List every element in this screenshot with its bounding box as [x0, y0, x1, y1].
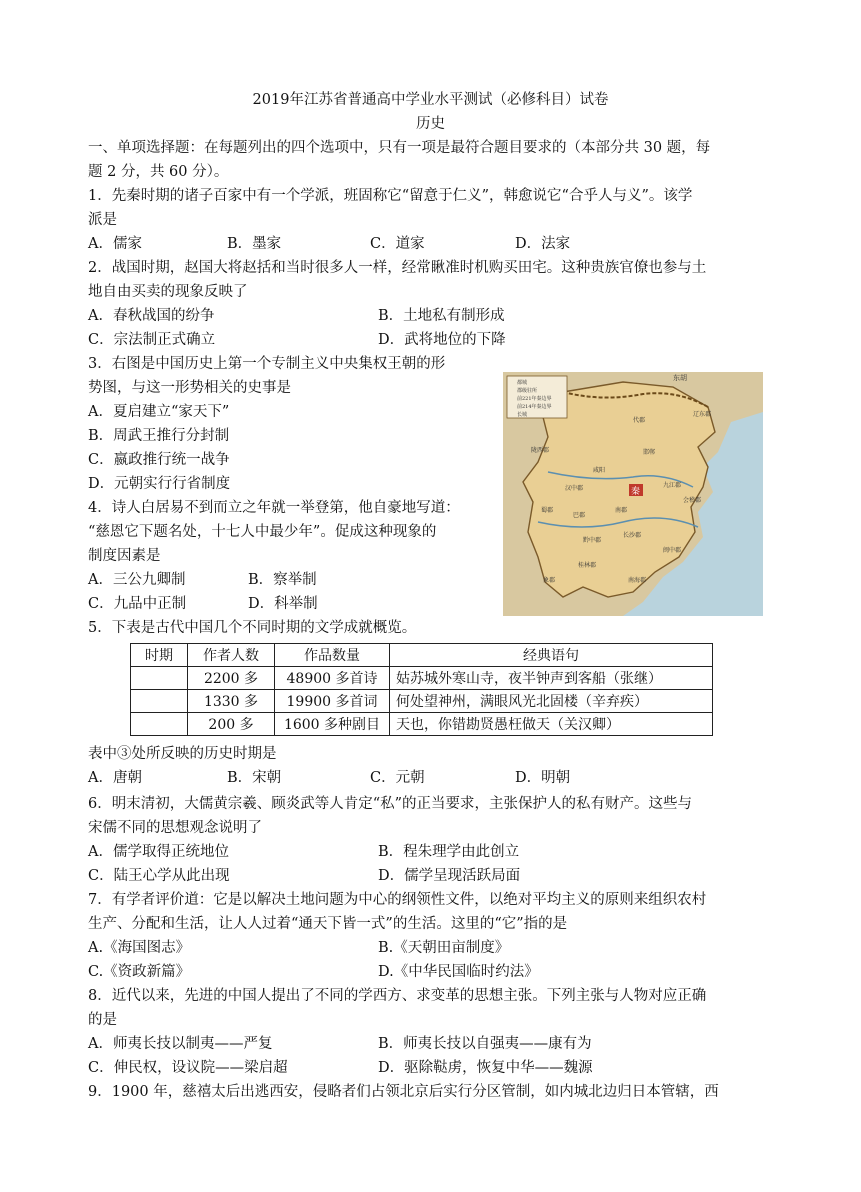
table-cell-works: 1600 多种剧目: [275, 713, 390, 736]
table-cell-quote: 姑苏城外寒山寺，夜半钟声到客船（张继）: [390, 667, 713, 690]
q6-stem: 6．明末清初，大儒黄宗羲、顾炎武等人肯定“私”的正当要求，主张保护人的私有财产。这些与: [88, 796, 693, 812]
q2-stem: 2．战国时期，赵国大将赵括和当时很多人一样，经常瞅准时机购买田宅。这种贵族官僚也参与土: [88, 260, 707, 276]
q4-stem-cont2: 制度因素是: [88, 548, 161, 564]
q2-option-c: C．宗法制正式确立: [88, 332, 216, 348]
q8-option-b: B．师夷长技以自强夷——康有为: [378, 1036, 592, 1052]
map-label-nan: 南郡: [615, 507, 628, 514]
qin-map: [503, 372, 763, 616]
q2-option-b: B．土地私有制形成: [378, 308, 505, 324]
q4-stem: 4．诗人白居易不到而立之年就一举登第，他自豪地写道：: [88, 500, 460, 516]
table-header-period: 时期: [131, 644, 188, 667]
q8-option-c: C．伸民权，设议院——梁启超: [88, 1060, 288, 1076]
q5-option-d: D．明朝: [515, 770, 571, 786]
q7-stem: 7．有学者评价道：它是以解决土地问题为中心的纲领性文件，以绝对平均主义的原则来组织农村: [88, 892, 707, 908]
map-label-shu: 蜀郡: [541, 507, 554, 514]
map-label-ba: 巴郡: [573, 512, 586, 519]
q6-option-c: C．陆王心学从此出现: [88, 868, 230, 884]
q1-option-c: C．道家: [370, 236, 425, 252]
map-legend-capital: 都城: [517, 380, 528, 386]
map-legend-border-221: 前221年秦边界: [517, 396, 552, 402]
q1-stem-cont: 派是: [88, 212, 117, 228]
table-row: [131, 690, 713, 713]
q7-option-d: D.《中华民国临时约法》: [378, 964, 539, 980]
map-label-kuaiji: 会稽郡: [683, 497, 702, 504]
q3-option-a: A．夏启建立“家天下”: [88, 404, 230, 420]
q1-option-b: B．墨家: [227, 236, 282, 252]
q5-option-a: A．唐朝: [88, 770, 142, 786]
map-legend-wall: 长城: [517, 412, 528, 418]
q5-question: 表中③处所反映的历史时期是: [88, 746, 277, 762]
q6-stem-cont: 宋儒不同的思想观念说明了: [88, 820, 262, 836]
q4-option-a: A．三公九卿制: [88, 572, 186, 588]
map-label-nanhai: 南海郡: [628, 577, 647, 584]
q2-option-d: D．武将地位的下降: [378, 332, 506, 348]
map-label-hanzhong: 汉中郡: [565, 485, 584, 492]
table-header-quotes: 经典语句: [390, 644, 713, 667]
map-label-handan: 邯郸: [643, 449, 656, 456]
map-qin-label: 秦: [631, 487, 641, 497]
q4-stem-cont: “慈恩它下题名处，十七人中最少年”。促成这种现象的: [88, 524, 437, 540]
q4-option-c: C．九品中正制: [88, 596, 187, 612]
section-instruction-cont: 题 2 分，共 60 分）。: [88, 164, 229, 180]
q1-option-a: A．儒家: [88, 236, 142, 252]
q2-stem-cont: 地自由买卖的现象反映了: [88, 284, 248, 300]
map-label-jiujiang: 九江郡: [663, 482, 682, 489]
q5-stem: 5．下表是古代中国几个不同时期的文学成就概览。: [88, 620, 417, 636]
table-header-works: 作品数量: [275, 644, 390, 667]
map-label-minzhong: 闽中郡: [663, 547, 682, 554]
table-cell-authors: 2200 多: [188, 667, 275, 690]
q1-stem: 1．先秦时期的诸子百家中有一个学派，班固称它“留意于仁义”，韩愈说它“合乎人与义”。该学: [88, 188, 693, 204]
q6-option-b: B．程朱理学由此创立: [378, 844, 520, 860]
table-header-row: [131, 644, 713, 667]
table-cell-authors: 1330 多: [188, 690, 275, 713]
table-cell-authors: 200 多: [188, 713, 275, 736]
q5-option-b: B．宋朝: [227, 770, 282, 786]
table-cell-quote: 天也，你错勘贤愚枉做天（关汉卿）: [390, 713, 713, 736]
q7-option-c: C.《资政新篇》: [88, 964, 191, 980]
table-cell-period: [131, 713, 188, 736]
q8-stem-cont: 的是: [88, 1012, 117, 1028]
map-label-changsha: 长沙郡: [623, 532, 642, 539]
q3-option-b: B．周武王推行分封制: [88, 428, 230, 444]
q8-stem: 8．近代以来，先进的中国人提出了不同的学西方、求变革的思想主张。下列主张与人物对应正确: [88, 988, 707, 1004]
q3-option-c: C．嬴政推行统一战争: [88, 452, 230, 468]
map-legend-border-214: 前214年秦边界: [517, 404, 552, 410]
q3-option-d: D．元朝实行行省制度: [88, 476, 231, 492]
literature-table: [130, 643, 713, 736]
q5-option-c: C．元朝: [370, 770, 425, 786]
table-cell-works: 19900 多首词: [275, 690, 390, 713]
map-legend-prefecture: 郡级驻所: [517, 388, 538, 394]
q1-option-d: D．法家: [515, 236, 571, 252]
section-instruction: 一、单项选择题：在每题列出的四个选项中，只有一项是最符合题目要求的（本部分共 30 题，每: [88, 140, 711, 156]
map-label-xiang: 象郡: [543, 577, 556, 584]
q7-option-b: B.《天朝田亩制度》: [378, 940, 510, 956]
q3-stem: 3．右图是中国历史上第一个专制主义中央集权王朝的形: [88, 356, 446, 372]
q8-option-d: D．驱除鞑虏，恢复中华——魏源: [378, 1060, 593, 1076]
q8-option-a: A．师夷长技以制夷——严复: [88, 1036, 273, 1052]
q3-stem-cont: 势图，与这一形势相关的史事是: [88, 380, 291, 396]
q6-option-a: A．儒学取得正统地位: [88, 844, 229, 860]
q4-option-b: B．察举制: [248, 572, 317, 588]
table-header-authors: 作者人数: [188, 644, 275, 667]
table-cell-quote: 何处望神州，满眼风光北固楼（辛弃疾）: [390, 690, 713, 713]
q2-option-a: A．春秋战国的纷争: [88, 308, 215, 324]
map-label-dai: 代郡: [633, 417, 646, 424]
table-cell-period: [131, 667, 188, 690]
map-label-guilin: 桂林郡: [578, 562, 597, 569]
table-row: [131, 713, 713, 736]
map-label-qianzhong: 黔中郡: [583, 537, 602, 544]
map-label-xianyang: 咸阳: [593, 467, 606, 474]
q7-stem-cont: 生产、分配和生活，让人人过着“通天下皆一式”的生活。这里的“它”指的是: [88, 916, 568, 932]
table-cell-period: [131, 690, 188, 713]
table-cell-works: 48900 多首诗: [275, 667, 390, 690]
exam-title: 2019年江苏省普通高中学业水平测试（必修科目）试卷: [252, 92, 609, 108]
table-row: [131, 667, 713, 690]
map-label-donghu: 东胡: [673, 374, 687, 382]
q9-stem: 9．1900 年，慈禧太后出逃西安，侵略者们占领北京后实行分区管制，如内城北边归日本管辖，西: [88, 1084, 719, 1100]
q7-option-a: A.《海国图志》: [88, 940, 191, 956]
map-label-liaodong: 辽东郡: [693, 411, 712, 418]
q4-option-d: D．科举制: [248, 596, 318, 612]
map-label-longxi: 陇西郡: [531, 447, 550, 454]
q6-option-d: D．儒学呈现活跃局面: [378, 868, 521, 884]
exam-subject: 历史: [416, 116, 445, 132]
